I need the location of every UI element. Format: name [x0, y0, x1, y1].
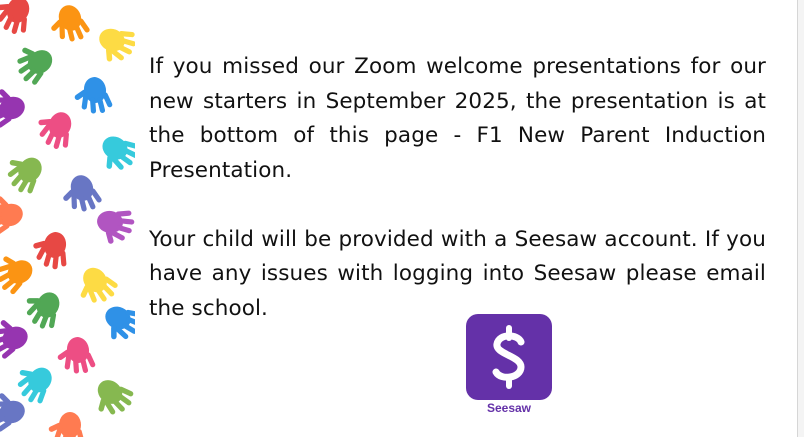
handprint: [18, 284, 68, 333]
handprint: [31, 105, 79, 153]
scrollbar-edge: [797, 0, 804, 437]
handprint: [0, 147, 50, 199]
handprint: [48, 412, 85, 437]
handprint: [0, 312, 33, 362]
handprint: [29, 228, 72, 271]
handprint: [93, 205, 135, 248]
handprints-border: [0, 0, 135, 437]
seesaw-logo-label: Seesaw: [486, 401, 532, 415]
handprint: [70, 260, 122, 312]
handprint: [93, 128, 135, 179]
handprint: [0, 0, 37, 38]
notice-text: [149, 50, 766, 326]
seesaw-s-icon: [466, 314, 552, 400]
colorful-handprints-icon: [0, 0, 135, 437]
handprint: [54, 335, 97, 378]
zoom-presentation-paragraph: If you missed our Zoom welcome presentations for our new starters in September 2025, the presentation is at the bottom of this page - F1 New Parent Induction Presentation.: [149, 54, 766, 183]
seesaw-account-paragraph: Your child will be provided with a Seesaw account. If you have any issues with logging into Seesaw please email the school.: [149, 226, 766, 321]
seesaw-app-icon: [466, 314, 552, 400]
handprint: [57, 171, 105, 219]
handprint: [71, 75, 114, 118]
handprint: [45, 1, 93, 49]
handprint: [0, 83, 29, 131]
handprint: [86, 372, 135, 424]
handprint: [97, 299, 135, 349]
handprint: [0, 246, 39, 298]
handprint: [8, 357, 60, 409]
handprint: [7, 37, 59, 89]
handprint: [0, 190, 27, 238]
handprint: [92, 21, 135, 69]
